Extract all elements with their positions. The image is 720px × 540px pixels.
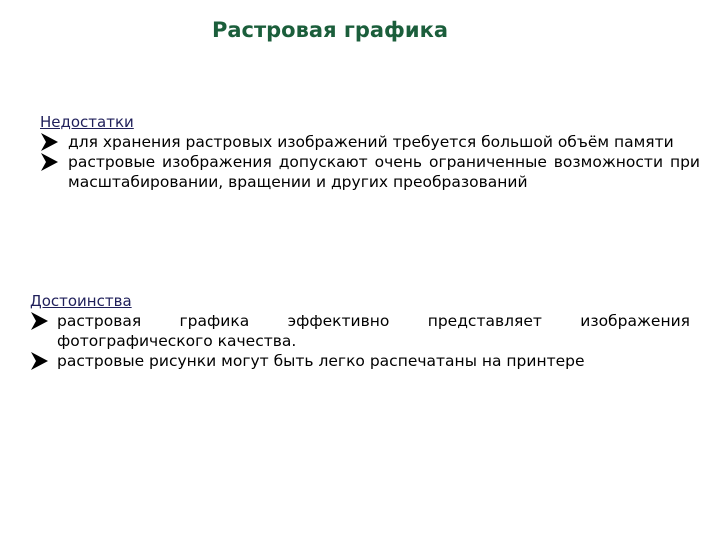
list-item bbox=[40, 152, 700, 192]
bullet-text: растровые рисунки могут быть легко распечатаны на принтере bbox=[57, 352, 585, 370]
list-item bbox=[30, 311, 690, 351]
disadvantages-heading: Недостатки bbox=[40, 113, 134, 131]
advantages-heading: Достоинства bbox=[30, 292, 132, 310]
advantages-section bbox=[30, 291, 690, 371]
bullet-text: растровые изображения допускают очень ограниченные возможности при масштабировании, вращении и других преобразований bbox=[68, 153, 700, 191]
advantages-list bbox=[30, 311, 690, 371]
arrow-bullet-icon bbox=[30, 351, 49, 371]
arrow-bullet-icon bbox=[30, 311, 49, 331]
disadvantages-list bbox=[40, 132, 700, 192]
bullet-text: растровая графика эффективно представляет изображения фотографического качества. bbox=[57, 312, 690, 350]
disadvantages-section bbox=[40, 112, 700, 192]
slide-title: Растровая графика bbox=[211, 18, 449, 42]
arrow-bullet-icon bbox=[40, 132, 59, 152]
list-item bbox=[30, 351, 690, 371]
bullet-text: для хранения растровых изображений требуется большой объём памяти bbox=[68, 133, 674, 151]
list-item bbox=[40, 132, 700, 152]
arrow-bullet-icon bbox=[40, 152, 59, 172]
